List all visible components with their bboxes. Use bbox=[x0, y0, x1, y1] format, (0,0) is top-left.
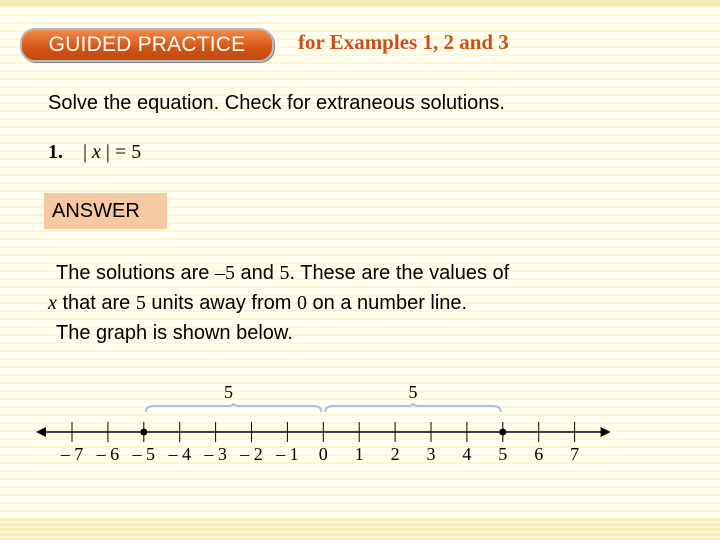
arrow-left bbox=[36, 427, 46, 437]
solution-line-2 bbox=[48, 292, 467, 315]
sol-text-2f: on a number line. bbox=[307, 292, 468, 314]
sol-value-5b: 5 bbox=[135, 292, 146, 314]
point-5 bbox=[499, 429, 506, 436]
tick-label-4: 4 bbox=[462, 444, 472, 464]
instruction-text: Solve the equation. Check for extraneous solutions. bbox=[48, 92, 505, 114]
brace-1 bbox=[325, 403, 501, 412]
sol-text-2d: units away from bbox=[145, 292, 297, 314]
tick-label-5: 5 bbox=[498, 444, 508, 464]
tick-label-7: 7 bbox=[570, 444, 580, 464]
tick-label--2: – 2 bbox=[240, 444, 263, 464]
tick-label--6: – 6 bbox=[96, 444, 120, 464]
top-band bbox=[0, 0, 720, 6]
number-line-graph bbox=[0, 370, 720, 480]
sol-variable-x: x bbox=[48, 292, 57, 314]
bottom-band bbox=[0, 518, 720, 540]
abs-bar-left: | bbox=[83, 141, 93, 163]
sol-text-1c: and bbox=[234, 262, 280, 284]
tick-label-0: 0 bbox=[318, 444, 328, 464]
examples-reference: for Examples 1, 2 and 3 bbox=[298, 30, 509, 54]
problem-1 bbox=[48, 141, 141, 164]
arrow-right bbox=[601, 427, 611, 437]
brace-label-0: 5 bbox=[224, 382, 234, 402]
tick-label-3: 3 bbox=[426, 444, 436, 464]
brace-label-1: 5 bbox=[408, 382, 418, 402]
sol-text-1e: . These are the values of bbox=[289, 262, 510, 284]
sol-value-0: 0 bbox=[297, 292, 307, 314]
problem-variable: x bbox=[92, 141, 101, 163]
problem-number: 1. bbox=[48, 141, 63, 163]
brace-0 bbox=[146, 403, 321, 412]
tick-label--5: – 5 bbox=[132, 444, 156, 464]
solution-line-3: The graph is shown below. bbox=[56, 322, 293, 344]
problem-rest: | = 5 bbox=[100, 141, 142, 163]
tick-label--3: – 3 bbox=[204, 444, 227, 464]
tick-label-6: 6 bbox=[534, 444, 544, 464]
sol-text-1a: The solutions are bbox=[56, 262, 215, 284]
sol-text-2b: that are bbox=[56, 292, 136, 314]
guided-practice-badge: GUIDED PRACTICE bbox=[20, 28, 274, 62]
solution-line-1 bbox=[56, 262, 509, 285]
tick-label-1: 1 bbox=[354, 444, 364, 464]
tick-label-2: 2 bbox=[390, 444, 400, 464]
sol-value-5: 5 bbox=[279, 262, 290, 284]
tick-label--4: – 4 bbox=[168, 444, 191, 464]
sol-value-neg5: –5 bbox=[214, 262, 235, 284]
tick-label--7: – 7 bbox=[60, 444, 84, 464]
point--5 bbox=[140, 429, 147, 436]
answer-badge: ANSWER bbox=[44, 193, 167, 229]
tick-label--1: – 1 bbox=[276, 444, 299, 464]
